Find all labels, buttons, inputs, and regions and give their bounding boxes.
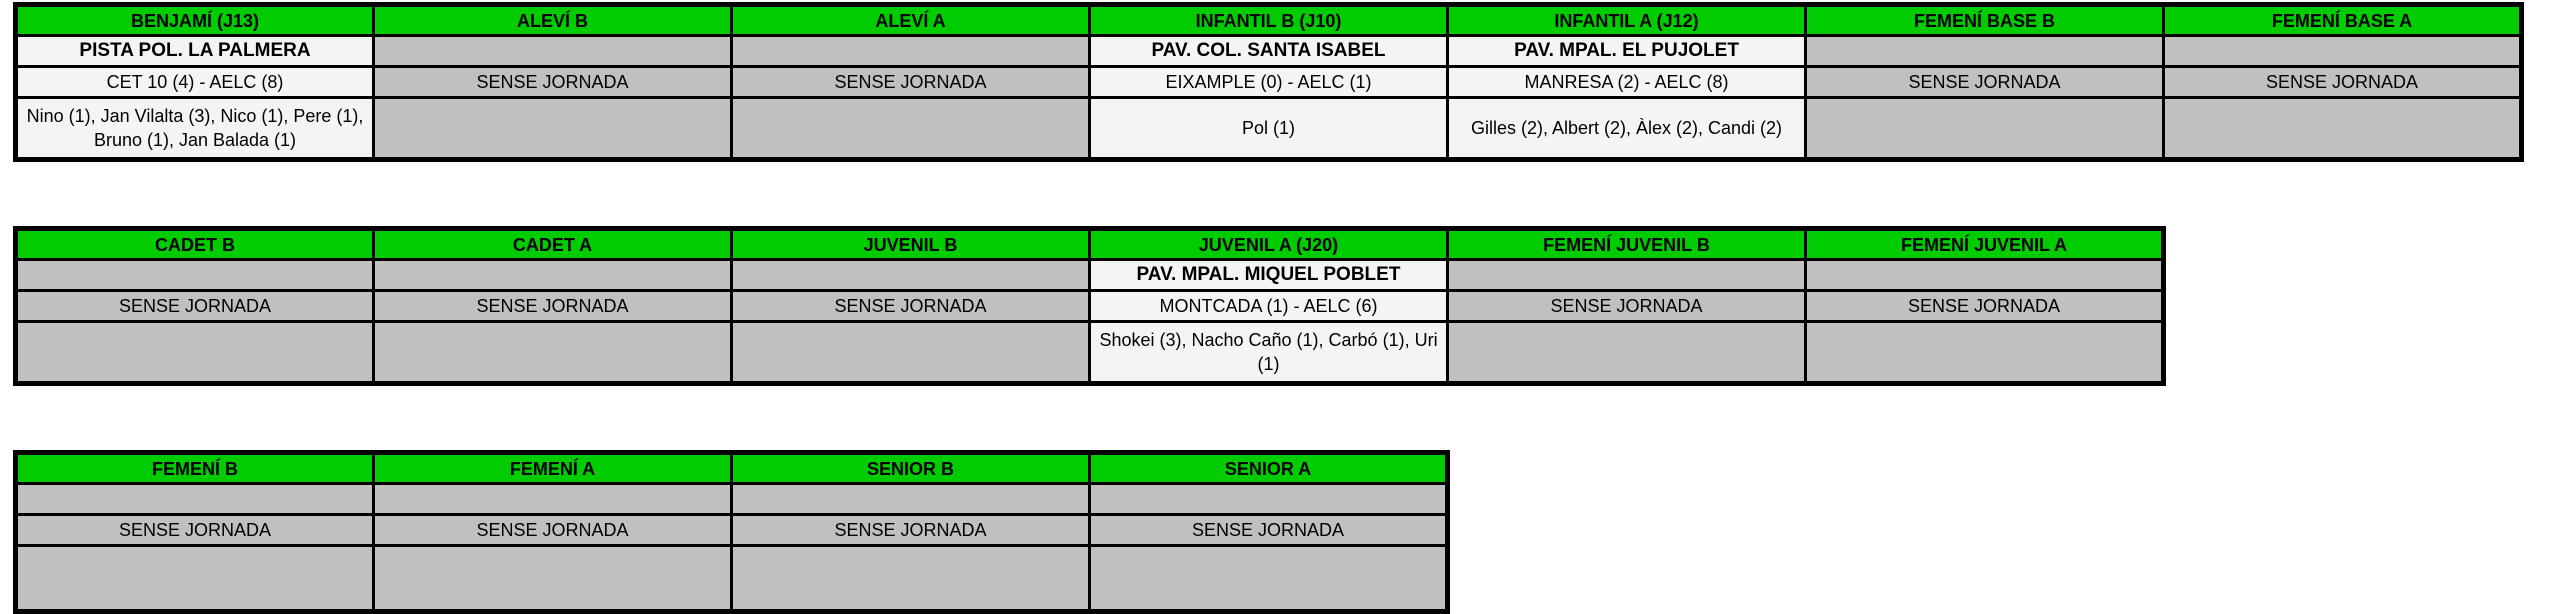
team-header: CADET B bbox=[16, 229, 374, 260]
team-header: FEMENÍ JUVENIL B bbox=[1448, 229, 1806, 260]
header-row bbox=[16, 453, 1448, 484]
venue-cell: PAV. MPAL. MIQUEL POBLET bbox=[1090, 260, 1448, 291]
scorers-cell bbox=[374, 322, 732, 384]
match-row bbox=[16, 515, 1448, 546]
scorers-cell: Shokei (3), Nacho Caño (1), Carbó (1), Uri (1) bbox=[1090, 322, 1448, 384]
scorers-cell bbox=[16, 546, 374, 612]
scorers-cell bbox=[1806, 98, 2164, 160]
venue-cell bbox=[16, 484, 374, 515]
schedule-table-2 bbox=[13, 226, 2166, 386]
match-cell: SENSE JORNADA bbox=[1448, 291, 1806, 322]
match-cell: SENSE JORNADA bbox=[732, 67, 1090, 98]
venue-cell bbox=[16, 260, 374, 291]
venue-cell: PAV. MPAL. EL PUJOLET bbox=[1448, 36, 1806, 67]
match-cell: MANRESA (2) - AELC (8) bbox=[1448, 67, 1806, 98]
scorers-row bbox=[16, 98, 2522, 160]
venue-row bbox=[16, 484, 1448, 515]
scorers-cell bbox=[732, 322, 1090, 384]
match-cell: SENSE JORNADA bbox=[374, 515, 732, 546]
scorers-cell bbox=[1090, 546, 1448, 612]
schedule-table-1 bbox=[13, 2, 2524, 162]
team-header: JUVENIL B bbox=[732, 229, 1090, 260]
team-header: FEMENÍ BASE B bbox=[1806, 5, 2164, 36]
match-cell: SENSE JORNADA bbox=[16, 515, 374, 546]
venue-cell bbox=[374, 36, 732, 67]
scorers-cell bbox=[374, 546, 732, 612]
venue-row bbox=[16, 36, 2522, 67]
match-cell: SENSE JORNADA bbox=[1090, 515, 1448, 546]
team-header: FEMENÍ B bbox=[16, 453, 374, 484]
scorers-cell bbox=[2164, 98, 2522, 160]
team-header: FEMENÍ BASE A bbox=[2164, 5, 2522, 36]
venue-cell bbox=[732, 260, 1090, 291]
match-cell: SENSE JORNADA bbox=[374, 67, 732, 98]
scorers-row bbox=[16, 546, 1448, 612]
team-header: SENIOR B bbox=[732, 453, 1090, 484]
match-cell: SENSE JORNADA bbox=[732, 291, 1090, 322]
match-cell: SENSE JORNADA bbox=[1806, 67, 2164, 98]
team-header: SENIOR A bbox=[1090, 453, 1448, 484]
match-cell: SENSE JORNADA bbox=[374, 291, 732, 322]
match-cell: CET 10 (4) - AELC (8) bbox=[16, 67, 374, 98]
venue-cell bbox=[374, 260, 732, 291]
scorers-row bbox=[16, 322, 2164, 384]
match-row bbox=[16, 291, 2164, 322]
team-header: CADET A bbox=[374, 229, 732, 260]
scorers-cell bbox=[732, 546, 1090, 612]
match-cell: MONTCADA (1) - AELC (6) bbox=[1090, 291, 1448, 322]
scorers-cell bbox=[16, 322, 374, 384]
team-header: JUVENIL A (J20) bbox=[1090, 229, 1448, 260]
team-header: FEMENÍ A bbox=[374, 453, 732, 484]
venue-cell bbox=[1448, 260, 1806, 291]
venue-cell bbox=[1806, 36, 2164, 67]
venue-cell: PISTA POL. LA PALMERA bbox=[16, 36, 374, 67]
team-header: ALEVÍ A bbox=[732, 5, 1090, 36]
venue-cell bbox=[2164, 36, 2522, 67]
match-cell: SENSE JORNADA bbox=[16, 291, 374, 322]
header-row bbox=[16, 229, 2164, 260]
schedule-table-3 bbox=[13, 450, 1450, 614]
team-header: FEMENÍ JUVENIL A bbox=[1806, 229, 2164, 260]
venue-cell bbox=[1806, 260, 2164, 291]
scorers-cell bbox=[732, 98, 1090, 160]
team-header: BENJAMÍ (J13) bbox=[16, 5, 374, 36]
team-header: INFANTIL A (J12) bbox=[1448, 5, 1806, 36]
scorers-cell: Gilles (2), Albert (2), Àlex (2), Candi (2) bbox=[1448, 98, 1806, 160]
match-cell: EIXAMPLE (0) - AELC (1) bbox=[1090, 67, 1448, 98]
scorers-cell bbox=[1806, 322, 2164, 384]
scorers-cell bbox=[1448, 322, 1806, 384]
venue-cell bbox=[732, 484, 1090, 515]
scorers-cell: Nino (1), Jan Vilalta (3), Nico (1), Pere (1), Bruno (1), Jan Balada (1) bbox=[16, 98, 374, 160]
match-cell: SENSE JORNADA bbox=[732, 515, 1090, 546]
venue-cell: PAV. COL. SANTA ISABEL bbox=[1090, 36, 1448, 67]
venue-cell bbox=[732, 36, 1090, 67]
header-row bbox=[16, 5, 2522, 36]
scorers-cell: Pol (1) bbox=[1090, 98, 1448, 160]
match-cell: SENSE JORNADA bbox=[2164, 67, 2522, 98]
team-header: ALEVÍ B bbox=[374, 5, 732, 36]
venue-cell bbox=[1090, 484, 1448, 515]
match-row bbox=[16, 67, 2522, 98]
team-header: INFANTIL B (J10) bbox=[1090, 5, 1448, 36]
venue-row bbox=[16, 260, 2164, 291]
venue-cell bbox=[374, 484, 732, 515]
match-cell: SENSE JORNADA bbox=[1806, 291, 2164, 322]
scorers-cell bbox=[374, 98, 732, 160]
